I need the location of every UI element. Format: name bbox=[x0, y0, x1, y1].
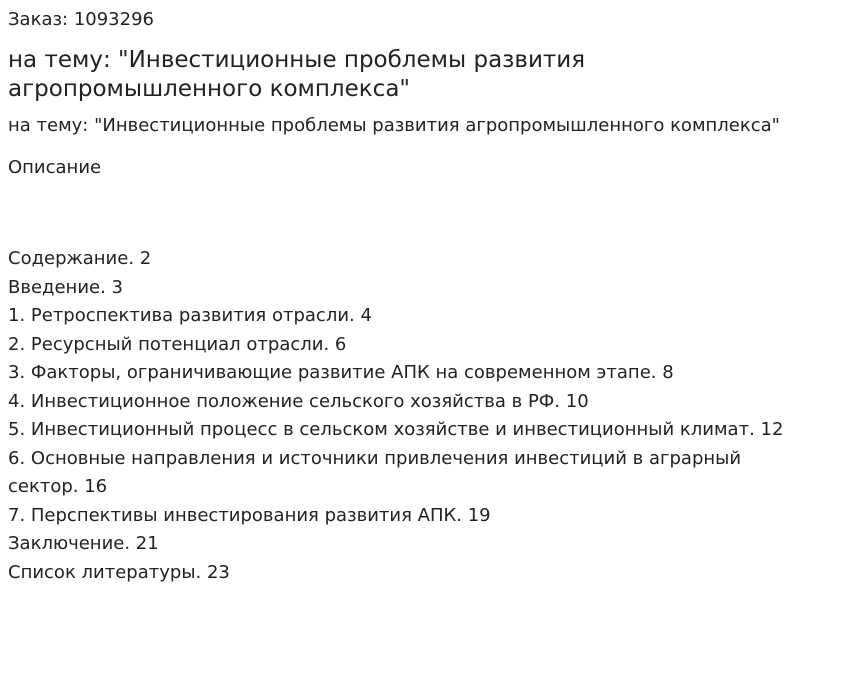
document-title: на тему: "Инвестиционные проблемы развития агропромышленного комплекса" bbox=[8, 47, 586, 102]
toc-item: Список литературы. 23 bbox=[8, 561, 230, 583]
toc-item: Заключение. 21 bbox=[8, 533, 159, 554]
toc-item: 3. Факторы, ограничивающие развитие АПК на современном этапе. 8 bbox=[8, 362, 674, 383]
toc-item: 5. Инвестиционный процесс в сельском хозяйстве и инвестиционный климат. 12 bbox=[8, 419, 784, 440]
document-subtitle: на тему: "Инвестиционные проблемы развития агропромышленного комплекса" bbox=[8, 115, 780, 136]
toc-item: 4. Инвестиционное положение сельского хозяйства в РФ. 10 bbox=[8, 390, 589, 412]
description-label: Описание bbox=[8, 157, 102, 178]
toc-item: Введение. 3 bbox=[8, 276, 123, 298]
toc-item: 6. Основные направления и источники привлечения инвестиций в аграрный сектор. 16 bbox=[8, 447, 742, 497]
order-number: Заказ: 1093296 bbox=[8, 9, 154, 30]
toc-item: 2. Ресурсный потенциал отрасли. 6 bbox=[8, 333, 347, 355]
table-of-contents bbox=[8, 245, 839, 587]
toc-item: 1. Ретроспектива развития отрасли. 4 bbox=[8, 305, 372, 326]
toc-item: Содержание. 2 bbox=[8, 248, 152, 269]
toc-item: 7. Перспективы инвестирования развития АПК. 19 bbox=[8, 504, 491, 526]
